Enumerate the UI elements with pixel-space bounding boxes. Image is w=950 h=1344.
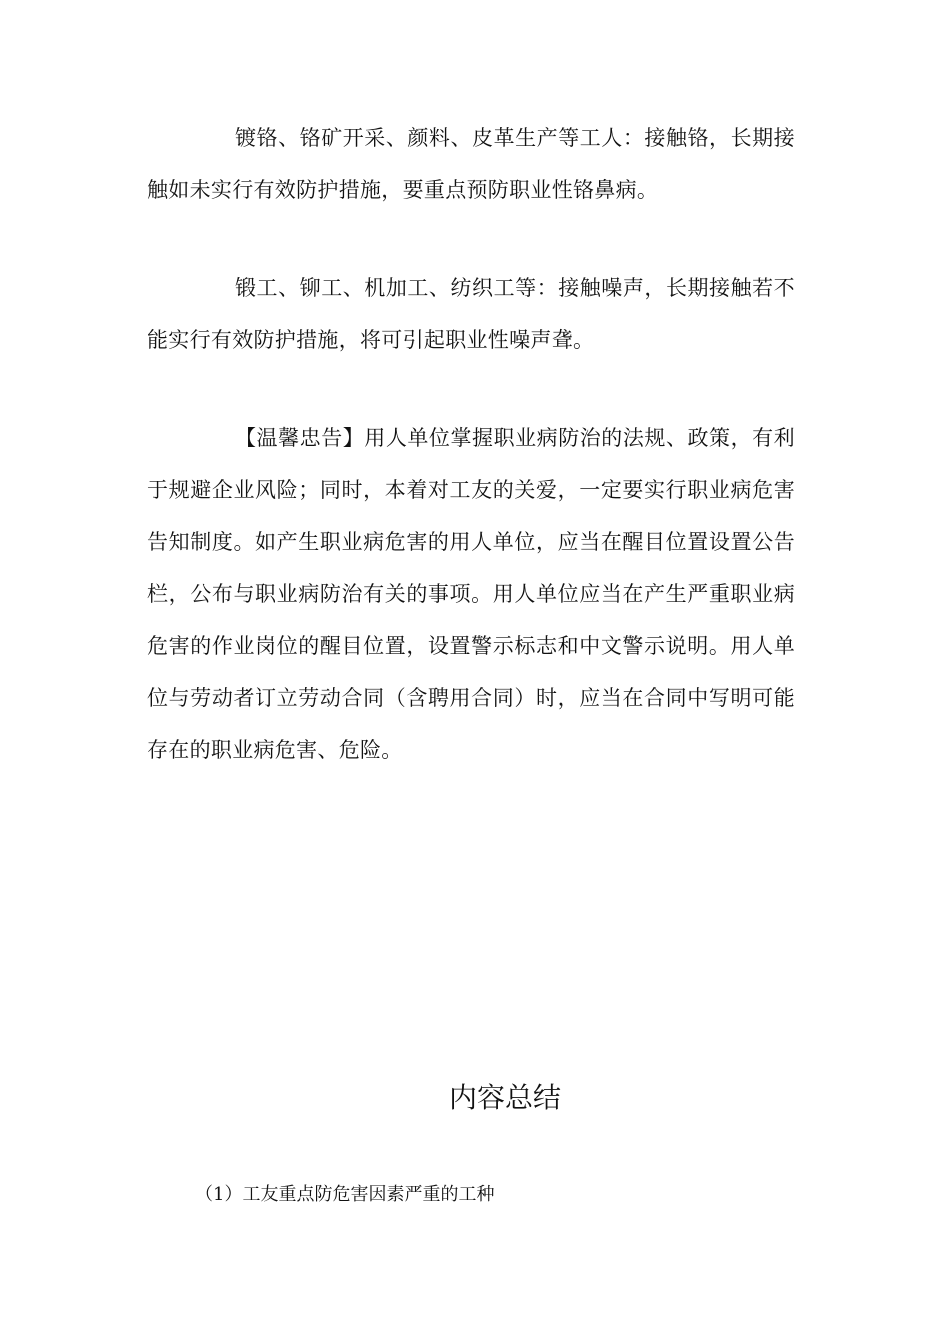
summary-title: 内容总结 (448, 1081, 561, 1114)
paragraph-noise-workers: 锻工、铆工、机加工、纺织工等：接触噪声，长期接触若不能实行有效防护措施，将可引起职业性噪声聋。 (147, 276, 795, 352)
paragraph-chromium-workers: 镀铬、铬矿开采、颜料、皮革生产等工人：接触铬，长期接触如未实行有效防护措施，要重点预防职业性铬鼻病。 (147, 126, 795, 202)
paragraph-warm-advice: 【温馨忠告】用人单位掌握职业病防治的法规、政策，有利于规避企业风险；同时，本着对工友的关爱，一定要实行职业病危害告知制度。如产生职业病危害的用人单位，应当在醒目位置设置公告栏，公布与职业病防治有关的事项。用人单位应当在产生严重职业病危害的作业岗位的醒目位置，设置警示标志和中文警示说明。用人单位与劳动者订立劳动合同（含聘用合同）时，应当在合同中写明可能存在的职业病危害、危险。 (147, 426, 795, 762)
summary-item: （1）工友重点防危害因素严重的工种 (195, 1184, 495, 1205)
